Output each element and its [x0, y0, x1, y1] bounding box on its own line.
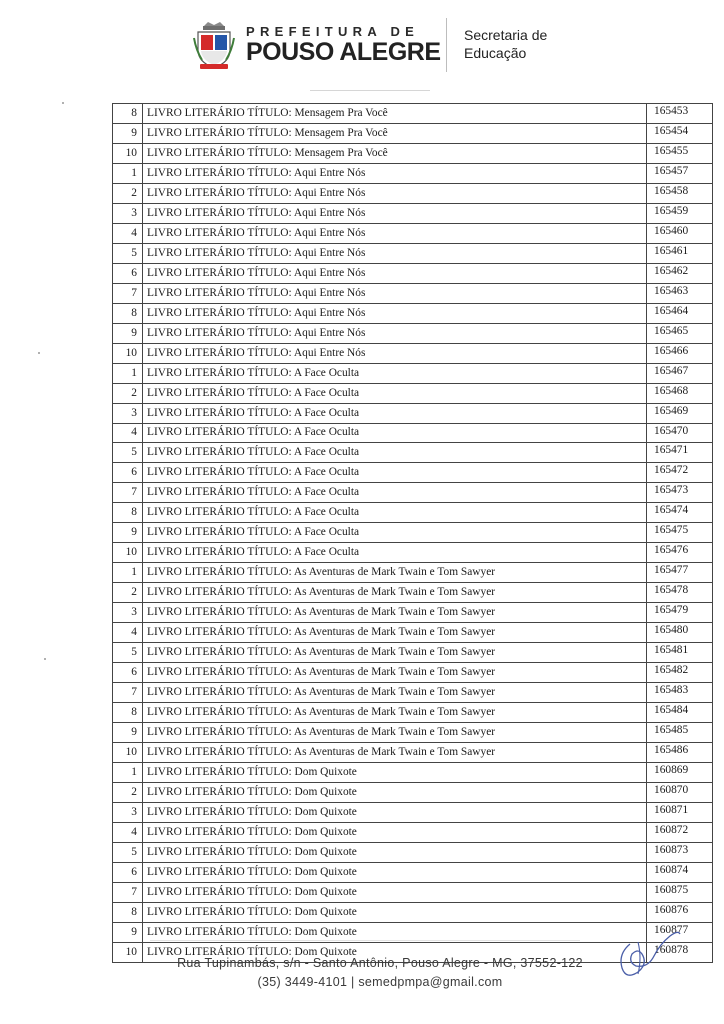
- table-row: [113, 822, 713, 842]
- row-number: 9: [113, 922, 143, 942]
- row-number: 4: [113, 223, 143, 243]
- row-description: LIVRO LITERÁRIO TÍTULO: Aqui Entre Nós: [143, 323, 647, 343]
- secretaria-line-1: Secretaria de: [464, 27, 548, 43]
- table-row: [113, 643, 713, 663]
- row-code: 160876: [647, 902, 713, 922]
- table-row: [113, 723, 713, 743]
- table-row: [113, 423, 713, 443]
- row-number: 8: [113, 703, 143, 723]
- footer-contact: (35) 3449-4101 | semedpmpa@gmail.com: [257, 975, 503, 989]
- row-number: 5: [113, 842, 143, 862]
- row-description: LIVRO LITERÁRIO TÍTULO: A Face Oculta: [143, 503, 647, 523]
- row-number: 10: [113, 942, 143, 962]
- row-code: 165465: [647, 323, 713, 343]
- row-description: LIVRO LITERÁRIO TÍTULO: Aqui Entre Nós: [143, 183, 647, 203]
- secretaria-line-2: Educação: [464, 45, 527, 61]
- scan-speck: [38, 352, 40, 354]
- row-description: LIVRO LITERÁRIO TÍTULO: Aqui Entre Nós: [143, 243, 647, 263]
- scan-speck: [62, 102, 64, 104]
- table-row: [113, 782, 713, 802]
- row-code: 165475: [647, 523, 713, 543]
- table-row: [113, 263, 713, 283]
- table-row: [113, 104, 713, 124]
- row-code: 165480: [647, 623, 713, 643]
- row-code: 160872: [647, 822, 713, 842]
- table-row: [113, 183, 713, 203]
- table-row: [113, 163, 713, 183]
- row-code: 160870: [647, 782, 713, 802]
- row-number: 5: [113, 443, 143, 463]
- row-number: 7: [113, 882, 143, 902]
- row-description: LIVRO LITERÁRIO TÍTULO: Dom Quixote: [143, 882, 647, 902]
- table-row: [113, 303, 713, 323]
- row-code: 165455: [647, 143, 713, 163]
- row-code: 165486: [647, 743, 713, 763]
- table-row: [113, 443, 713, 463]
- row-description: LIVRO LITERÁRIO TÍTULO: As Aventuras de Mark Twain e Tom Sawyer: [143, 683, 647, 703]
- row-number: 9: [113, 723, 143, 743]
- row-code: 165453: [647, 104, 713, 124]
- table-row: [113, 703, 713, 723]
- row-number: 9: [113, 123, 143, 143]
- row-number: 1: [113, 762, 143, 782]
- municipal-crest-icon: [192, 20, 236, 72]
- row-description: LIVRO LITERÁRIO TÍTULO: A Face Oculta: [143, 403, 647, 423]
- row-description: LIVRO LITERÁRIO TÍTULO: Dom Quixote: [143, 762, 647, 782]
- row-description: LIVRO LITERÁRIO TÍTULO: Dom Quixote: [143, 902, 647, 922]
- row-number: 8: [113, 902, 143, 922]
- table-row: [113, 383, 713, 403]
- table-row: [113, 623, 713, 643]
- footer-rule: [150, 940, 580, 941]
- row-number: 8: [113, 303, 143, 323]
- row-description: LIVRO LITERÁRIO TÍTULO: As Aventuras de Mark Twain e Tom Sawyer: [143, 563, 647, 583]
- row-description: LIVRO LITERÁRIO TÍTULO: Mensagem Pra Você: [143, 143, 647, 163]
- table-row: [113, 283, 713, 303]
- row-number: 3: [113, 802, 143, 822]
- table-row: [113, 603, 713, 623]
- table-row: [113, 563, 713, 583]
- row-code: 165476: [647, 543, 713, 563]
- row-code: 165460: [647, 223, 713, 243]
- row-code: 165470: [647, 423, 713, 443]
- row-description: LIVRO LITERÁRIO TÍTULO: Mensagem Pra Você: [143, 104, 647, 124]
- row-code: 160869: [647, 762, 713, 782]
- row-number: 7: [113, 283, 143, 303]
- row-code: 165454: [647, 123, 713, 143]
- row-description: LIVRO LITERÁRIO TÍTULO: As Aventuras de Mark Twain e Tom Sawyer: [143, 743, 647, 763]
- row-description: LIVRO LITERÁRIO TÍTULO: A Face Oculta: [143, 423, 647, 443]
- row-description: LIVRO LITERÁRIO TÍTULO: Aqui Entre Nós: [143, 303, 647, 323]
- row-code: 165485: [647, 723, 713, 743]
- row-description: LIVRO LITERÁRIO TÍTULO: Dom Quixote: [143, 782, 647, 802]
- row-description: LIVRO LITERÁRIO TÍTULO: A Face Oculta: [143, 383, 647, 403]
- table-row: [113, 223, 713, 243]
- row-number: 3: [113, 403, 143, 423]
- table-row: [113, 123, 713, 143]
- row-description: LIVRO LITERÁRIO TÍTULO: Mensagem Pra Você: [143, 123, 647, 143]
- row-number: 4: [113, 423, 143, 443]
- row-code: 165462: [647, 263, 713, 283]
- table-row: [113, 543, 713, 563]
- row-number: 2: [113, 383, 143, 403]
- table-row: [113, 483, 713, 503]
- row-description: LIVRO LITERÁRIO TÍTULO: Aqui Entre Nós: [143, 223, 647, 243]
- row-number: 10: [113, 343, 143, 363]
- row-number: 1: [113, 363, 143, 383]
- row-number: 6: [113, 263, 143, 283]
- table-row: [113, 243, 713, 263]
- row-code: 165468: [647, 383, 713, 403]
- row-code: 165461: [647, 243, 713, 263]
- row-number: 5: [113, 643, 143, 663]
- row-description: LIVRO LITERÁRIO TÍTULO: As Aventuras de Mark Twain e Tom Sawyer: [143, 603, 647, 623]
- row-description: LIVRO LITERÁRIO TÍTULO: As Aventuras de Mark Twain e Tom Sawyer: [143, 663, 647, 683]
- table-row: [113, 143, 713, 163]
- row-description: LIVRO LITERÁRIO TÍTULO: Aqui Entre Nós: [143, 283, 647, 303]
- row-description: LIVRO LITERÁRIO TÍTULO: Dom Quixote: [143, 862, 647, 882]
- table-row: [113, 363, 713, 383]
- row-number: 6: [113, 663, 143, 683]
- row-number: 3: [113, 603, 143, 623]
- row-number: 6: [113, 862, 143, 882]
- book-inventory-table: [112, 103, 713, 963]
- row-code: 165482: [647, 663, 713, 683]
- row-code: 160871: [647, 802, 713, 822]
- row-code: 165479: [647, 603, 713, 623]
- row-number: 8: [113, 503, 143, 523]
- table-row: [113, 862, 713, 882]
- letterhead: [188, 16, 588, 76]
- table-row: [113, 343, 713, 363]
- row-description: LIVRO LITERÁRIO TÍTULO: As Aventuras de Mark Twain e Tom Sawyer: [143, 583, 647, 603]
- row-code: 160874: [647, 862, 713, 882]
- row-code: 165481: [647, 643, 713, 663]
- table-row: [113, 403, 713, 423]
- table-row: [113, 762, 713, 782]
- row-number: 2: [113, 183, 143, 203]
- table-row: [113, 683, 713, 703]
- row-description: LIVRO LITERÁRIO TÍTULO: Aqui Entre Nós: [143, 343, 647, 363]
- row-description: LIVRO LITERÁRIO TÍTULO: Dom Quixote: [143, 802, 647, 822]
- row-number: 7: [113, 483, 143, 503]
- row-code: 165484: [647, 703, 713, 723]
- table-row: [113, 802, 713, 822]
- row-description: LIVRO LITERÁRIO TÍTULO: A Face Oculta: [143, 523, 647, 543]
- row-number: 2: [113, 782, 143, 802]
- header-rule: [310, 90, 430, 91]
- row-description: LIVRO LITERÁRIO TÍTULO: As Aventuras de Mark Twain e Tom Sawyer: [143, 703, 647, 723]
- row-number: 10: [113, 743, 143, 763]
- row-code: 165458: [647, 183, 713, 203]
- footer-address: Rua Tupinambás, s/n - Santo Antônio, Pouso Alegre - MG, 37552-122: [177, 956, 583, 970]
- row-code: 165464: [647, 303, 713, 323]
- scan-speck: [44, 658, 46, 660]
- row-code: 165473: [647, 483, 713, 503]
- row-number: 9: [113, 523, 143, 543]
- row-description: LIVRO LITERÁRIO TÍTULO: A Face Oculta: [143, 363, 647, 383]
- row-description: LIVRO LITERÁRIO TÍTULO: Dom Quixote: [143, 942, 647, 962]
- row-number: 3: [113, 203, 143, 223]
- row-code: 165474: [647, 503, 713, 523]
- row-number: 7: [113, 683, 143, 703]
- row-number: 6: [113, 463, 143, 483]
- row-number: 2: [113, 583, 143, 603]
- row-description: LIVRO LITERÁRIO TÍTULO: Dom Quixote: [143, 822, 647, 842]
- row-code: 165483: [647, 683, 713, 703]
- row-number: 4: [113, 623, 143, 643]
- row-number: 9: [113, 323, 143, 343]
- row-description: LIVRO LITERÁRIO TÍTULO: Dom Quixote: [143, 922, 647, 942]
- handwritten-signature: [608, 928, 682, 988]
- row-code: 165477: [647, 563, 713, 583]
- table-row: [113, 902, 713, 922]
- table-row: [113, 463, 713, 483]
- header-divider: [446, 18, 447, 72]
- row-description: LIVRO LITERÁRIO TÍTULO: A Face Oculta: [143, 463, 647, 483]
- table-row: [113, 583, 713, 603]
- row-code: 165478: [647, 583, 713, 603]
- row-description: LIVRO LITERÁRIO TÍTULO: As Aventuras de Mark Twain e Tom Sawyer: [143, 723, 647, 743]
- row-code: 165472: [647, 463, 713, 483]
- table-row: [113, 842, 713, 862]
- prefeitura-label: PREFEITURA DE: [246, 24, 420, 39]
- row-number: 8: [113, 104, 143, 124]
- table-row: [113, 882, 713, 902]
- row-code: 165467: [647, 363, 713, 383]
- row-code: 160875: [647, 882, 713, 902]
- row-code: 160878: [647, 942, 713, 962]
- row-code: 165471: [647, 443, 713, 463]
- row-number: 5: [113, 243, 143, 263]
- row-code: 165469: [647, 403, 713, 423]
- row-description: LIVRO LITERÁRIO TÍTULO: Dom Quixote: [143, 842, 647, 862]
- row-description: LIVRO LITERÁRIO TÍTULO: Aqui Entre Nós: [143, 163, 647, 183]
- row-code: 165466: [647, 343, 713, 363]
- row-code: 165459: [647, 203, 713, 223]
- row-number: 1: [113, 163, 143, 183]
- row-number: 10: [113, 543, 143, 563]
- secretaria-label: [464, 26, 547, 62]
- row-description: LIVRO LITERÁRIO TÍTULO: A Face Oculta: [143, 543, 647, 563]
- city-name: POUSO ALEGRE: [246, 38, 441, 66]
- table-row: [113, 663, 713, 683]
- table-row: [113, 503, 713, 523]
- row-description: LIVRO LITERÁRIO TÍTULO: As Aventuras de Mark Twain e Tom Sawyer: [143, 623, 647, 643]
- table-row: [113, 203, 713, 223]
- row-number: 1: [113, 563, 143, 583]
- table-row: [113, 323, 713, 343]
- row-code: 165457: [647, 163, 713, 183]
- row-number: 4: [113, 822, 143, 842]
- row-description: LIVRO LITERÁRIO TÍTULO: A Face Oculta: [143, 443, 647, 463]
- row-code: 160873: [647, 842, 713, 862]
- table-row: [113, 743, 713, 763]
- table-row: [113, 523, 713, 543]
- row-description: LIVRO LITERÁRIO TÍTULO: Aqui Entre Nós: [143, 203, 647, 223]
- row-code: 160877: [647, 922, 713, 942]
- row-number: 10: [113, 143, 143, 163]
- row-description: LIVRO LITERÁRIO TÍTULO: A Face Oculta: [143, 483, 647, 503]
- table-body: [113, 104, 713, 963]
- row-description: LIVRO LITERÁRIO TÍTULO: Aqui Entre Nós: [143, 263, 647, 283]
- row-code: 165463: [647, 283, 713, 303]
- row-description: LIVRO LITERÁRIO TÍTULO: As Aventuras de Mark Twain e Tom Sawyer: [143, 643, 647, 663]
